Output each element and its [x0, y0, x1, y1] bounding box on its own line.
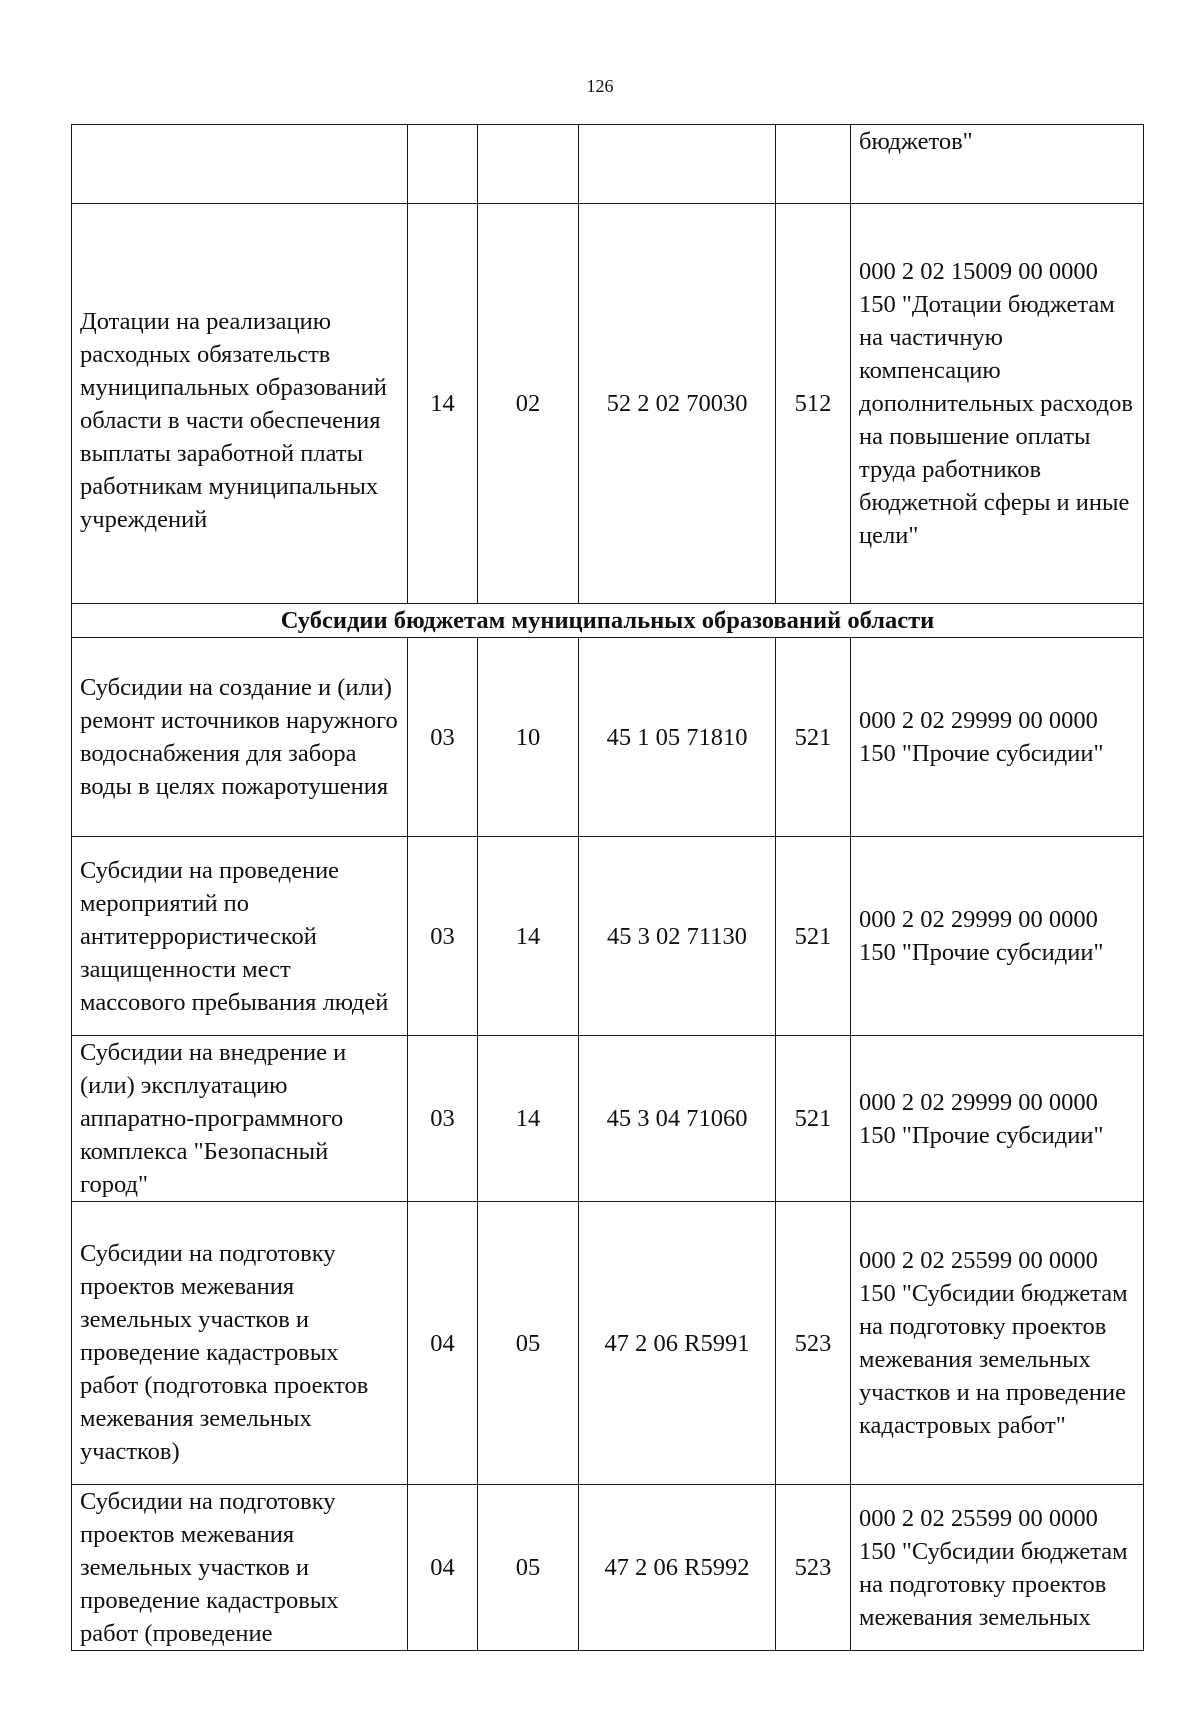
row-name: Субсидии на подготовку проектов межевания земельных участков и проведение кадастровых работ (проведение [72, 1485, 408, 1651]
row-name: Субсидии на подготовку проектов межевания земельных участков и проведение кадастровых работ (подготовка проектов межевания земельных участков) [72, 1202, 408, 1485]
table-row [72, 1485, 1144, 1651]
section-header: Субсидии бюджетам муниципальных образований области [72, 604, 1144, 638]
row-target-code: 45 3 04 71060 [579, 1036, 776, 1202]
row-section-code: 04 [408, 1485, 478, 1651]
row-name: Субсидии на создание и (или) ремонт источников наружного водоснабжения для забора воды в целях пожаротушения [72, 638, 408, 837]
row-income-code: 000 2 02 15009 00 0000 150 "Дотации бюджетам на частичную компенсацию дополнительных расходов на повышение оплаты труда работников бюджетной сферы и иные цели" [851, 204, 1144, 604]
row-target-code [579, 125, 776, 204]
row-income-code: 000 2 02 29999 00 0000 150 "Прочие субсидии" [851, 1036, 1144, 1202]
row-expense-code: 512 [776, 204, 851, 604]
row-income-code: бюджетов" [851, 125, 1144, 204]
row-target-code: 45 1 05 71810 [579, 638, 776, 837]
row-section-code [408, 125, 478, 204]
row-target-code: 47 2 06 R5992 [579, 1485, 776, 1651]
budget-table [71, 124, 1144, 1651]
row-expense-code: 521 [776, 1036, 851, 1202]
row-expense-code [776, 125, 851, 204]
row-subsection-code: 05 [478, 1485, 579, 1651]
table-row [72, 204, 1144, 604]
row-subsection-code: 10 [478, 638, 579, 837]
row-expense-code: 521 [776, 837, 851, 1036]
page-number: 126 [586, 76, 614, 96]
table-row [72, 125, 1144, 204]
row-name: Субсидии на проведение мероприятий по антитеррористической защищенности мест массового пребывания людей [72, 837, 408, 1036]
row-section-code: 03 [408, 1036, 478, 1202]
row-target-code: 47 2 06 R5991 [579, 1202, 776, 1485]
row-target-code: 45 3 02 71130 [579, 837, 776, 1036]
row-income-code: 000 2 02 25599 00 0000 150 "Субсидии бюджетам на подготовку проектов межевания земельных [851, 1485, 1144, 1651]
table-row [72, 1036, 1144, 1202]
row-subsection-code [478, 125, 579, 204]
row-income-code: 000 2 02 29999 00 0000 150 "Прочие субсидии" [851, 837, 1144, 1036]
row-subsection-code: 02 [478, 204, 579, 604]
row-income-code: 000 2 02 29999 00 0000 150 "Прочие субсидии" [851, 638, 1144, 837]
row-subsection-code: 05 [478, 1202, 579, 1485]
table-row [72, 837, 1144, 1036]
section-header-row [72, 604, 1144, 638]
row-subsection-code: 14 [478, 1036, 579, 1202]
row-name: Субсидии на внедрение и (или) эксплуатацию аппаратно-программного комплекса "Безопасный город" [72, 1036, 408, 1202]
table-row [72, 638, 1144, 837]
row-name: Дотации на реализацию расходных обязательств муниципальных образований области в части обеспечения выплаты заработной платы работникам муниципальных учреждений [72, 204, 408, 604]
row-section-code: 03 [408, 837, 478, 1036]
row-expense-code: 523 [776, 1202, 851, 1485]
row-target-code: 52 2 02 70030 [579, 204, 776, 604]
row-income-code: 000 2 02 25599 00 0000 150 "Субсидии бюджетам на подготовку проектов межевания земельных участков и на проведение кадастровых работ" [851, 1202, 1144, 1485]
row-expense-code: 523 [776, 1485, 851, 1651]
row-name [72, 125, 408, 204]
row-section-code: 03 [408, 638, 478, 837]
row-section-code: 14 [408, 204, 478, 604]
row-expense-code: 521 [776, 638, 851, 837]
row-subsection-code: 14 [478, 837, 579, 1036]
row-section-code: 04 [408, 1202, 478, 1485]
table-row [72, 1202, 1144, 1485]
